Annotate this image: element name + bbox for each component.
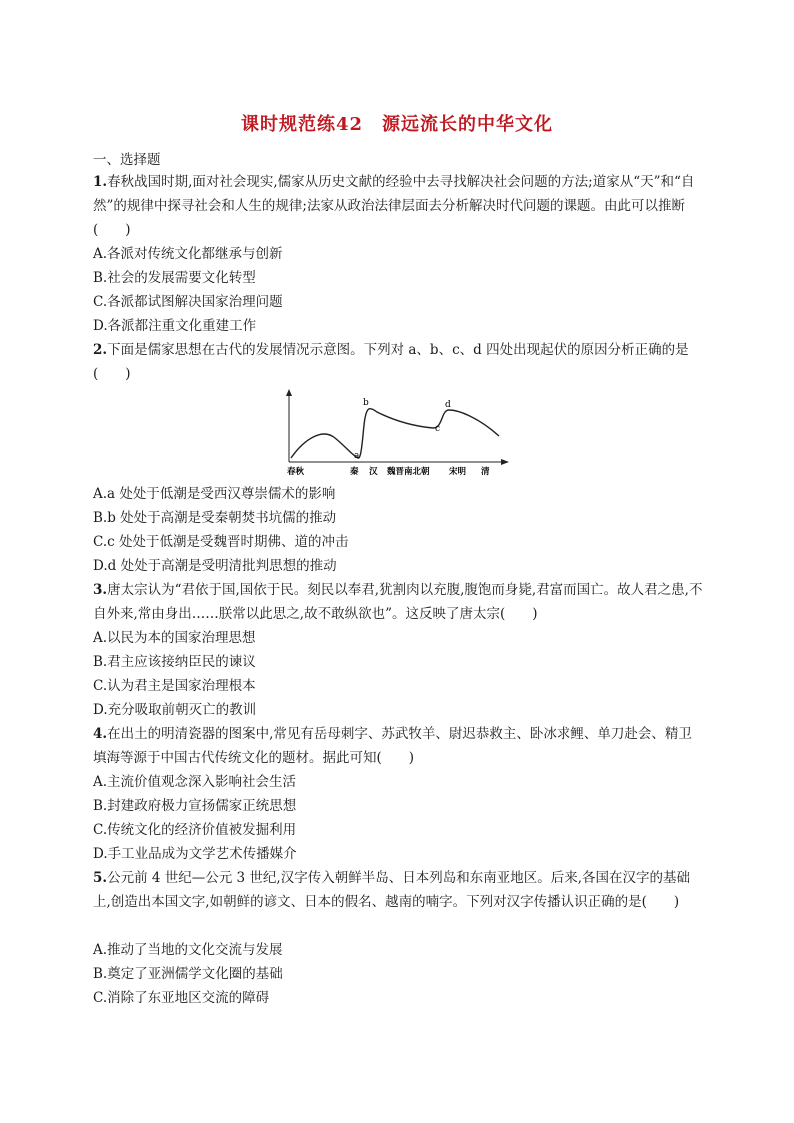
option-1b: B.社会的发展需要文化转型 (93, 270, 256, 286)
option-3b: B.君主应该接纳臣民的谏议 (93, 654, 256, 670)
option-2c: C.c 处处于低潮是受魏晋时期佛、道的冲击 (93, 534, 349, 550)
question-5 (93, 866, 703, 914)
x-label-weijin: 魏晋南北朝 (387, 467, 430, 477)
option-3c: C.认为君主是国家治理根本 (93, 678, 256, 694)
confucianism-development-diagram (283, 388, 513, 478)
question-number: 4. (93, 726, 108, 742)
x-label-han: 汉 (369, 467, 378, 477)
point-label-a: a (354, 451, 360, 461)
question-stem: 在出土的明清瓷器的图案中,常见有岳母刺字、苏武牧羊、尉迟恭救主、卧冰求鲤、单刀赴会、精卫填海等源于中国古代传统文化的题材。据此可知( ) (93, 726, 692, 766)
question-stem: 公元前 4 世纪—公元 3 世纪,汉字传入朝鲜半岛、日本列岛和东南亚地区。后来,各国在汉字的基础上,创造出本国文字,如朝鲜的谚文、日本的假名、越南的喃字。下列对汉字传播认识正确的是( ) (93, 870, 691, 910)
option-1d: D.各派都注重文化重建工作 (93, 318, 257, 334)
option-5c: C.消除了东亚地区交流的障碍 (93, 990, 270, 1006)
option-4a: A.主流价值观念深入影响社会生活 (93, 774, 297, 790)
option-1a: A.各派对传统文化都继承与创新 (93, 246, 283, 262)
x-label-songming: 宋明 (449, 467, 467, 477)
point-label-c: c (435, 424, 441, 434)
page-title: 课时规范练42 源远流长的中华文化 (240, 114, 554, 135)
option-3a: A.以民为本的国家治理思想 (93, 630, 256, 646)
option-5a: A.推动了当地的文化交流与发展 (93, 942, 283, 958)
question-2 (93, 338, 703, 386)
section-heading: 一、选择题 (93, 152, 161, 168)
point-label-d: d (445, 400, 451, 410)
question-1 (93, 170, 703, 242)
option-4c: C.传统文化的经济价值被发掘利用 (93, 822, 297, 838)
option-1c: C.各派都试图解决国家治理问题 (93, 294, 283, 310)
y-axis-arrow (286, 389, 292, 396)
question-number: 2. (93, 342, 108, 358)
question-number: 1. (93, 174, 108, 190)
question-number: 3. (93, 582, 108, 598)
question-stem: 春秋战国时期,面对社会现实,儒家从历史文献的经验中去寻找解决社会问题的方法;道家从“天”和“自然”的规律中探寻社会和人生的规律;法家从政治法律层面去分析解决时代问题的课题。由此可以推断( ) (93, 174, 695, 238)
x-axis-arrow (501, 459, 509, 465)
option-4b: B.封建政府极力宣扬儒家正统思想 (93, 798, 297, 814)
x-label-qing: 清 (481, 467, 490, 477)
x-label-chunqiu: 春秋 (287, 467, 305, 477)
option-2a: A.a 处处于低潮是受西汉尊崇儒术的影响 (93, 486, 336, 502)
point-label-b: b (363, 398, 369, 408)
option-2b: B.b 处处于高潮是受秦朝焚书坑儒的推动 (93, 510, 337, 526)
question-number: 5. (93, 870, 108, 886)
option-2d: D.d 处处于高潮是受明清批判思想的推动 (93, 558, 337, 574)
x-label-qin: 秦 (350, 467, 359, 477)
question-4 (93, 722, 703, 770)
development-curve (291, 409, 499, 458)
option-5b: B.奠定了亚洲儒学文化圈的基础 (93, 966, 283, 982)
option-3d: D.充分吸取前朝灭亡的教训 (93, 702, 257, 718)
option-4d: D.手工业品成为文学艺术传播媒介 (93, 846, 297, 862)
question-3 (93, 578, 703, 626)
question-stem: 唐太宗认为“君依于国,国依于民。刻民以奉君,犹割肉以充腹,腹饱而身毙,君富而国亡。故人君之患,不自外来,常由身出……朕常以此思之,故不敢纵欲也”。这反映了唐太宗( ) (93, 582, 703, 622)
question-stem: 下面是儒家思想在古代的发展情况示意图。下列对 a、b、c、d 四处出现起伏的原因分析正确的是( ) (93, 342, 689, 382)
